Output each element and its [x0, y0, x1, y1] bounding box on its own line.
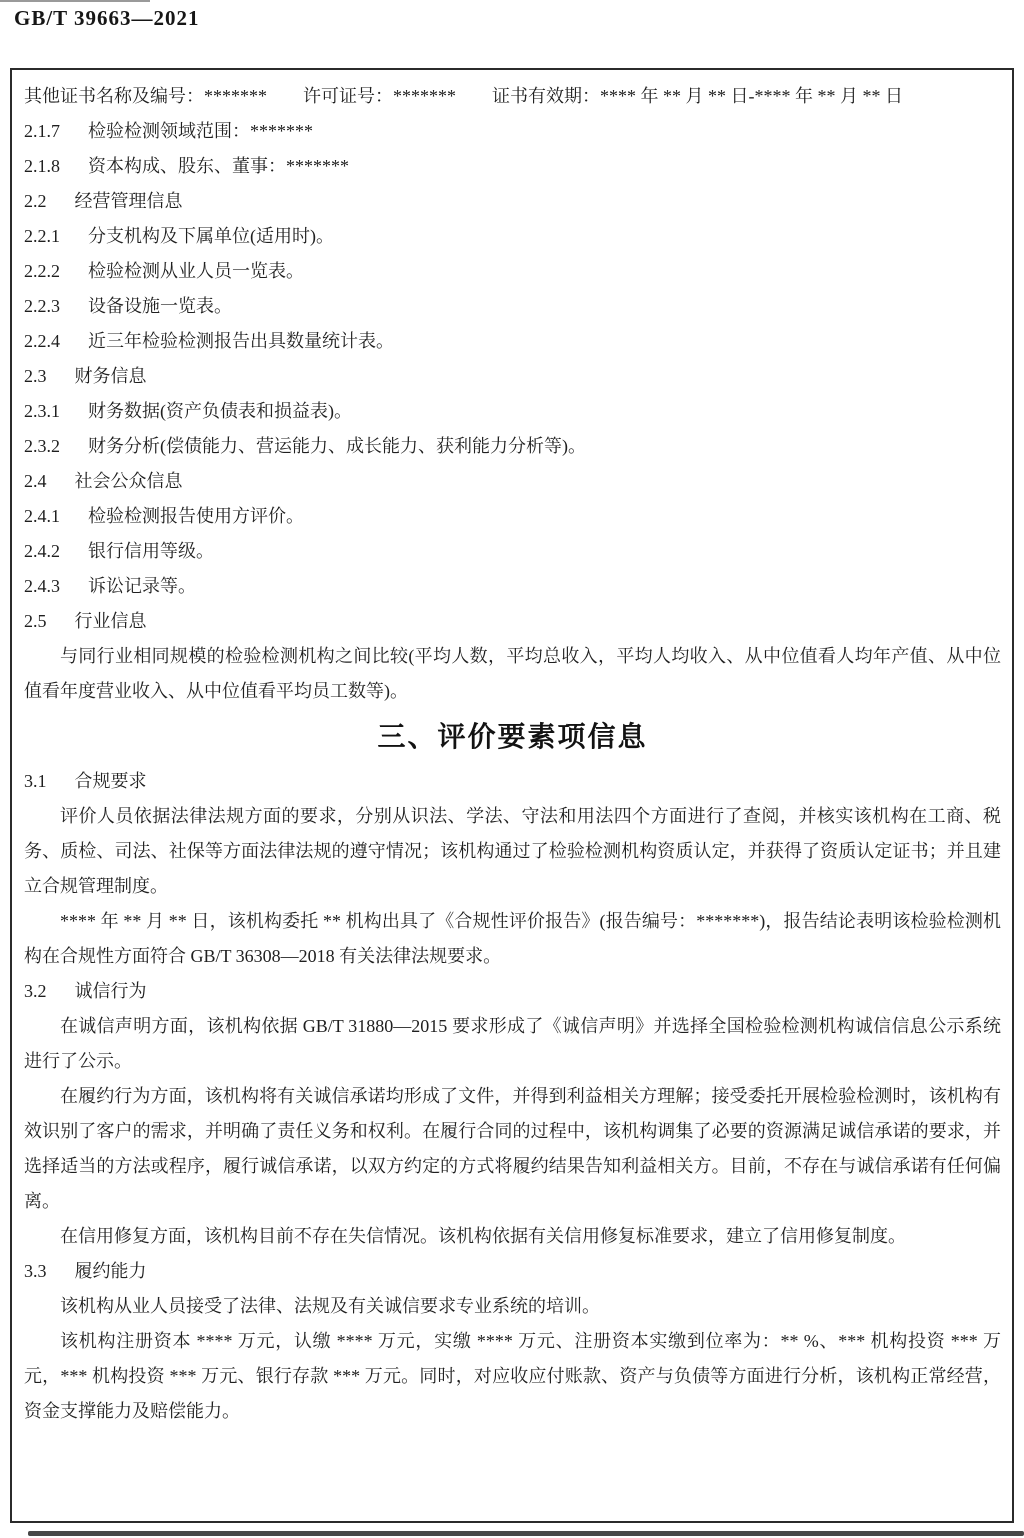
item-text: 设备设施一览表。 [88, 296, 232, 316]
item-number: 2.2.2 [24, 261, 60, 281]
item-text: 资本构成、股东、董事：******* [88, 156, 349, 176]
document-content-frame [10, 68, 1014, 1523]
section-title-text: 履约能力 [74, 1261, 147, 1281]
scan-edge-artifact-bottom [28, 1531, 1024, 1536]
item-text: 银行信用等级。 [88, 541, 214, 561]
outline-item-2-3-2 [24, 429, 1001, 464]
item-text: 行业信息 [74, 611, 147, 631]
item-text: 检验检测从业人员一览表。 [88, 261, 304, 281]
item-text: 财务信息 [74, 366, 147, 386]
outline-item-2-2-4 [24, 324, 1001, 359]
item-number: 2.5 [24, 611, 47, 631]
item-text: 检验检测报告使用方评价。 [88, 506, 304, 526]
section-number: 3.1 [24, 771, 47, 791]
certificate-info-continuation: 其他证书名称及编号：******* 许可证号：******* 证书有效期：**** 年 ** 月 ** 日-**** 年 ** 月 ** 日 [24, 86, 903, 106]
item-text: 检验检测领域范围：******* [88, 121, 313, 141]
section-title-text: 合规要求 [74, 771, 147, 791]
item-number: 2.4.1 [24, 506, 60, 526]
item-number: 2.3.2 [24, 436, 60, 456]
outline-item-2-3-1 [24, 394, 1001, 429]
outline-item-2-1-7 [24, 114, 1001, 149]
outline-item-2-4-1 [24, 499, 1001, 534]
item-text: 财务分析(偿债能力、营运能力、成长能力、获利能力分析等)。 [88, 436, 586, 456]
section-title-3-1 [24, 764, 1001, 799]
item-number: 2.4.2 [24, 541, 60, 561]
scan-edge-artifact-top [0, 0, 150, 2]
item-number: 2.1.7 [24, 121, 60, 141]
section-3-2-paragraph: 在履约行为方面，该机构将有关诚信承诺均形成了文件，并得到利益相关方理解；接受委托开展检验检测时，该机构有效识别了客户的需求，并明确了责任义务和权利。在履行合同的过程中，该机构调集了必要的资源满足诚信承诺的要求，并选择适当的方法或程序，履行诚信承诺，以双方约定的方式将履约结果告知利益相关方。目前，不存在与诚信承诺有任何偏离。 [24, 1086, 1001, 1211]
industry-comparison-paragraph: 与同行业相同规模的检验检测机构之间比较(平均人数，平均总收入，平均人均收入、从中位值看人均年产值、从中位值看年度营业收入、从中位值看平均员工数等)。 [24, 646, 1001, 701]
section-3-2-paragraph: 在信用修复方面，该机构目前不存在失信情况。该机构依据有关信用修复标准要求，建立了信用修复制度。 [60, 1226, 906, 1246]
outline-item-2-4-3 [24, 569, 1001, 604]
item-number: 2.1.8 [24, 156, 60, 176]
item-text: 近三年检验检测报告出具数量统计表。 [88, 331, 394, 351]
section-heading-evaluation-elements: 三、评价要素项信息 [377, 721, 648, 752]
outline-item-2-4 [24, 464, 1001, 499]
item-text: 经营管理信息 [74, 191, 183, 211]
section-title-3-3 [24, 1254, 1001, 1289]
item-number: 2.3.1 [24, 401, 60, 421]
outline-item-2-5 [24, 604, 1001, 639]
outline-item-2-2-2 [24, 254, 1001, 289]
section-3-3-paragraph: 该机构从业人员接受了法律、法规及有关诚信要求专业系统的培训。 [60, 1296, 600, 1316]
item-text: 诉讼记录等。 [88, 576, 196, 596]
item-number: 2.2.3 [24, 296, 60, 316]
section-title-text: 诚信行为 [74, 981, 147, 1001]
section-3-1-paragraph: **** 年 ** 月 ** 日，该机构委托 ** 机构出具了《合规性评价报告》(报告编号：*******)，报告结论表明该检验检测机构在合规性方面符合 GB/T 36308—2018 有关法律法规要求。 [24, 911, 1001, 966]
section-number: 3.3 [24, 1261, 47, 1281]
item-number: 2.4.3 [24, 576, 60, 596]
item-text: 财务数据(资产负债表和损益表)。 [88, 401, 352, 421]
outline-item-2-2 [24, 184, 1001, 219]
item-number: 2.3 [24, 366, 47, 386]
outline-item-2-2-3 [24, 289, 1001, 324]
section-3-1-paragraph: 评价人员依据法律法规方面的要求，分别从识法、学法、守法和用法四个方面进行了查阅，并核实该机构在工商、税务、质检、司法、社保等方面法律法规的遵守情况；该机构通过了检验检测机构资质认定，并获得了资质认定证书；并且建立合规管理制度。 [24, 806, 1001, 896]
section-number: 3.2 [24, 981, 47, 1001]
section-3-3-paragraph: 该机构注册资本 **** 万元，认缴 **** 万元，实缴 **** 万元、注册资本实缴到位率为：** %、*** 机构投资 *** 万元，*** 机构投资 *** 万元、银行存款 *** 万元。同时，对应收应付账款、资产与负债等方面进行分析，该机构正常经营，资金支撑能力及赔偿能力。 [24, 1331, 1001, 1421]
outline-item-2-4-2 [24, 534, 1001, 569]
outline-item-2-2-1 [24, 219, 1001, 254]
section-3-2-paragraph: 在诚信声明方面，该机构依据 GB/T 31880—2015 要求形成了《诚信声明》并选择全国检验检测机构诚信信息公示系统进行了公示。 [24, 1016, 1001, 1071]
item-number: 2.2.4 [24, 331, 60, 351]
outline-item-2-1-8 [24, 149, 1001, 184]
standard-number-header: GB/T 39663—2021 [14, 6, 200, 30]
item-text: 社会公众信息 [74, 471, 183, 491]
outline-item-2-3 [24, 359, 1001, 394]
item-text: 分支机构及下属单位(适用时)。 [88, 226, 334, 246]
item-number: 2.2 [24, 191, 47, 211]
item-number: 2.2.1 [24, 226, 60, 246]
section-title-3-2 [24, 974, 1001, 1009]
item-number: 2.4 [24, 471, 47, 491]
